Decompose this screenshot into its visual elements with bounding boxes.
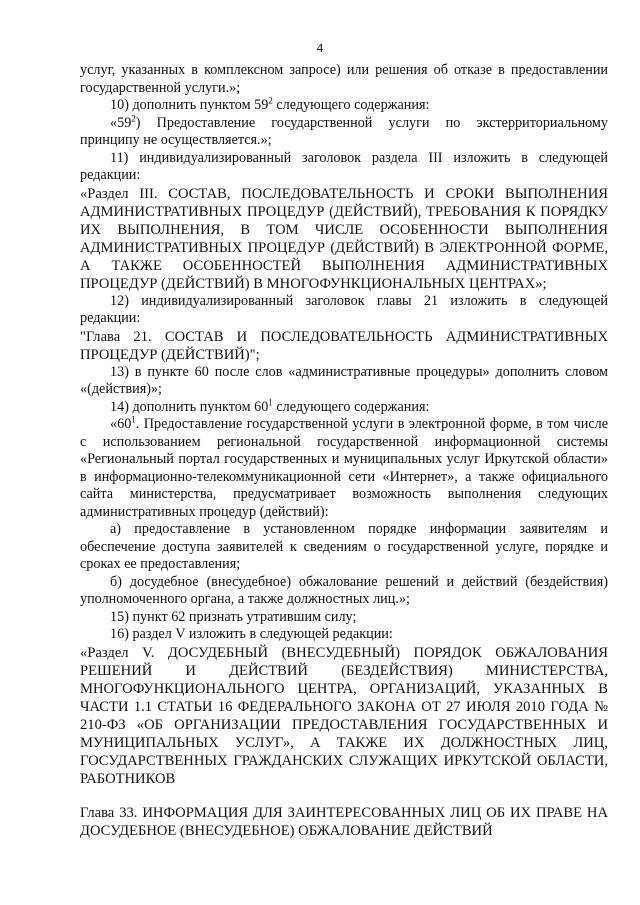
- paragraph-point-59-2: «$59^2$) Предоставление государственной услуги по экстерриториальному принципу не осуществляется.»;: [80, 112, 608, 148]
- paragraph-item-10: 10) дополнить пунктом $59^2$ следующего содержания:: [110, 95, 430, 113]
- paragraph-item-12: 12) индивидуализированный заголовок главы 21 изложить в следующей редакции:: [80, 292, 608, 326]
- paragraph-item-13: 13) в пункте 60 после слов «административные процедуры» дополнить словом «(действия)»;: [80, 363, 608, 397]
- page-number: 4: [316, 40, 324, 55]
- paragraph-continuation: услуг, указанных в комплексном запросе) или решения об отказе в предоставлении государственной услуги.»;: [80, 62, 608, 96]
- paragraph-item-15: 15) пункт 62 признать утратившим силу;: [110, 608, 357, 625]
- paragraph-subitem-b: б) досудебное (внесудебное) обжалование решений и действий (бездействия) уполномоченного органа, а также должностных лиц.»;: [80, 573, 608, 607]
- paragraph-point-60-1: «$60^1$. Предоставление государственной услуги в электронной форме, в том числе с использованием региональной государственной информационной системы «Региональный портал государственных и муниципальных услуг Иркутской области» в информационно-телекоммуникационной сети «Интернет», а также официального сайта министерства, предусматривает возможность выполнения следующих административных процедур (действий):: [80, 414, 608, 520]
- paragraph-subitem-a: а) предоставление в установленном порядке информации заявителям и обеспечение доступа заявителей к сведениям о государственной услуге, порядке и сроках ее предоставления;: [80, 521, 608, 572]
- paragraph-item-14: 14) дополнить пунктом $60^1$ следующего содержания:: [110, 396, 430, 415]
- spacer: [80, 788, 608, 804]
- heading-section-3: «Раздел III. СОСТАВ, ПОСЛЕДОВАТЕЛЬНОСТЬ И СРОКИ ВЫПОЛНЕНИЯ АДМИНИСТРАТИВНЫХ ПРОЦЕДУР (ДЕЙСТВИЙ), ТРЕБОВАНИЯ К ПОРЯДКУ ИХ ВЫПОЛНЕНИЯ, В ТОМ ЧИСЛЕ ОСОБЕННОСТИ ВЫПОЛНЕНИЯ АДМИНИСТРАТИВНЫХ ПРОЦЕДУР (ДЕЙСТВИЙ) В ЭЛЕКТРОННОЙ ФОРМЕ, А ТАКЖЕ ОСОБЕННОСТЕЙ ВЫПОЛНЕНИЯ АДМИНИСТРАТИВНЫХ ПРОЦЕДУР (ДЕЙСТВИЙ) В МНОГОФУНКЦИОНАЛЬНЫХ ЦЕНТРАХ»;: [80, 185, 608, 292]
- document-body: [80, 62, 608, 840]
- heading-chapter-21: "Глава 21. СОСТАВ И ПОСЛЕДОВАТЕЛЬНОСТЬ АДМИНИСТРАТИВНЫХ ПРОЦЕДУР (ДЕЙСТВИЙ)";: [80, 328, 608, 363]
- paragraph-item-16: 16) раздел V изложить в следующей редакции:: [110, 626, 393, 642]
- heading-section-5: «Раздел V. ДОСУДЕБНЫЙ (ВНЕСУДЕБНЫЙ) ПОРЯДОК ОБЖАЛОВАНИЯ РЕШЕНИЙ И ДЕЙСТВИЙ (БЕЗДЕЙСТВИЯ) МИНИСТЕРСТВА, МНОГОФУНКЦИОНАЛЬНОГО ЦЕНТРА, ОРГАНИЗАЦИЙ, УКАЗАННЫХ В ЧАСТИ 1.1 СТАТЬИ 16 ФЕДЕРАЛЬНОГО ЗАКОНА ОТ 27 ИЮЛЯ 2010 ГОДА № 210-ФЗ «ОБ ОРГАНИЗАЦИИ ПРЕДОСТАВЛЕНИЯ ГОСУДАРСТВЕННЫХ И МУНИЦИПАЛЬНЫХ УСЛУГ», А ТАКЖЕ ИХ ДОЛЖНОСТНЫХ ЛИЦ, ГОСУДАРСТВЕННЫХ ГРАЖДАНСКИХ СЛУЖАЩИХ ИРКУТСКОЙ ОБЛАСТИ, РАБОТНИКОВ: [80, 644, 608, 787]
- paragraph-item-11: 11) индивидуализированный заголовок раздела III изложить в следующей редакции:: [80, 149, 608, 183]
- heading-chapter-33: Глава 33. ИНФОРМАЦИЯ ДЛЯ ЗАИНТЕРЕСОВАННЫХ ЛИЦ ОБ ИХ ПРАВЕ НА ДОСУДЕБНОЕ (ВНЕСУДЕБНОЕ) ОБЖАЛОВАНИЕ ДЕЙСТВИЙ: [80, 804, 608, 839]
